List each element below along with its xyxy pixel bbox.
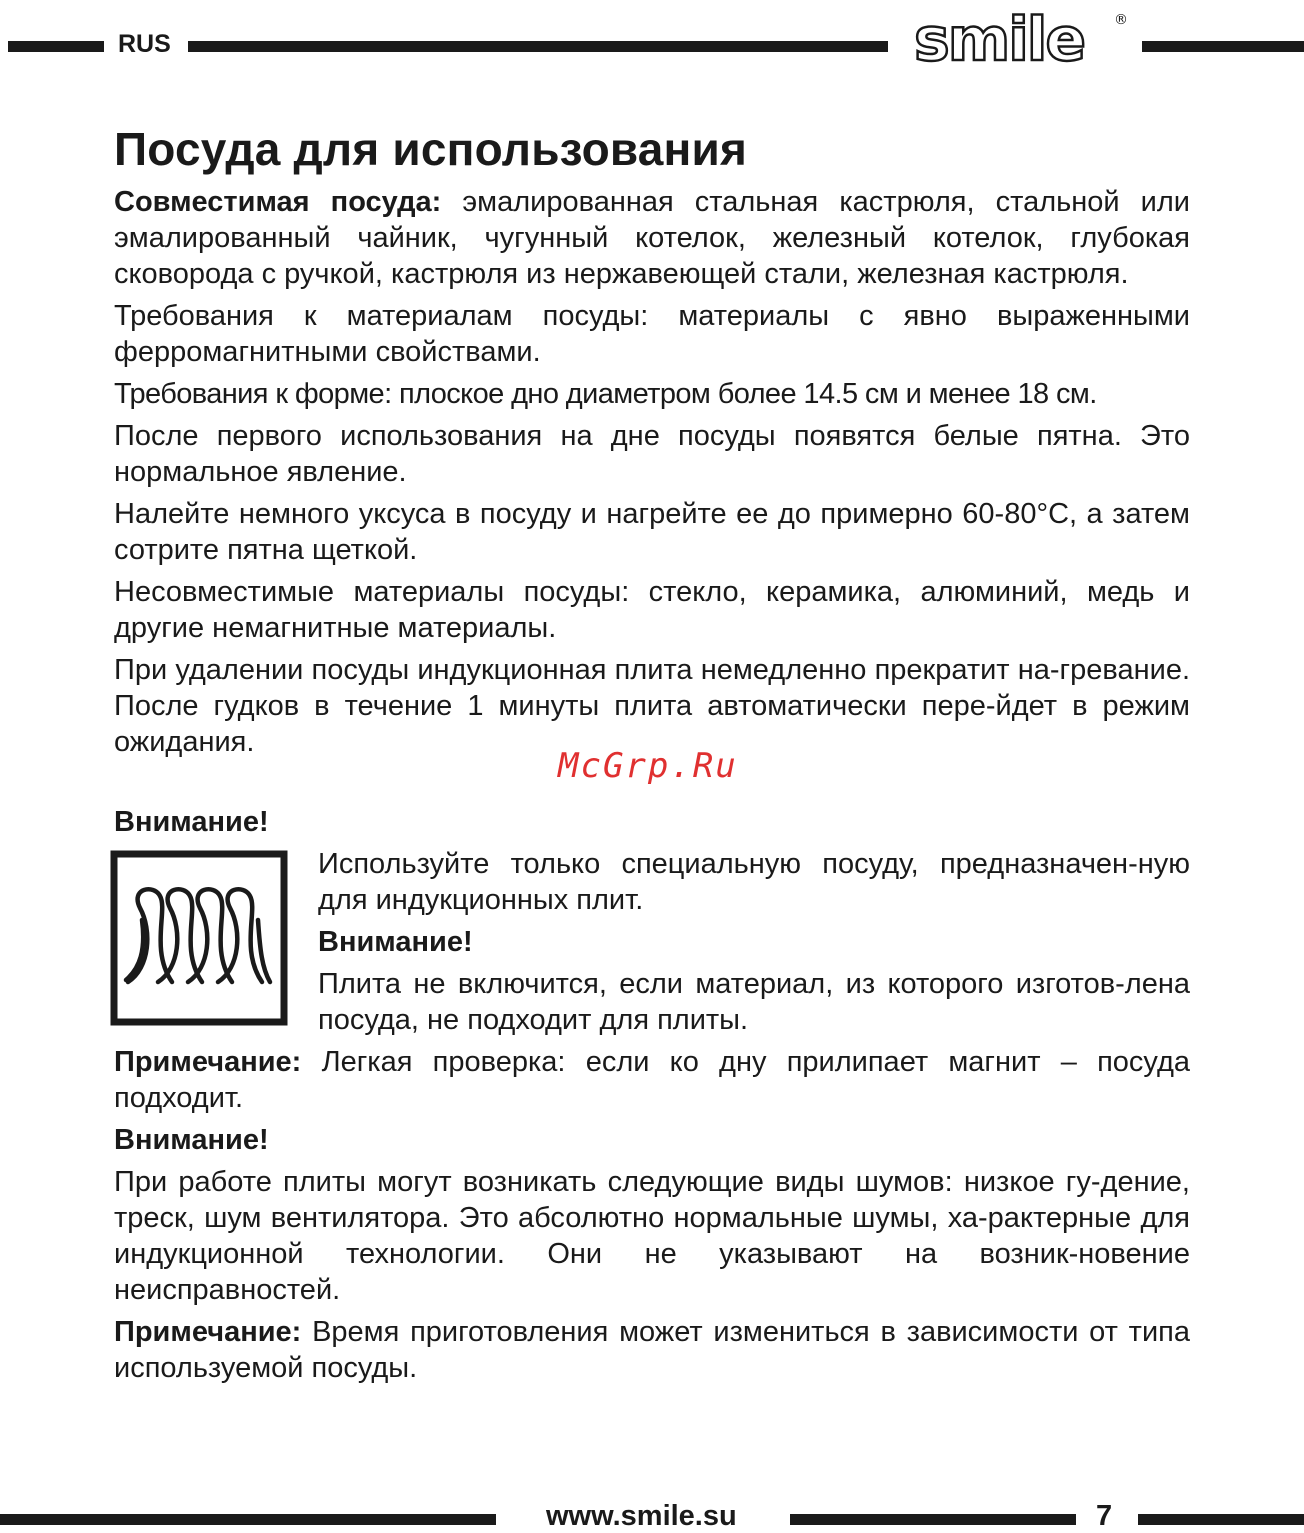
wont-turn-on-text: Плита не включится, если материал, из которого изготов-лена посуда, не подходит для плиты. — [318, 968, 1190, 1036]
paragraph-vinegar: Налейте немного уксуса в посуду и нагрейте ее до примерно 60-80°С, а затем сотрите пятна щеткой. — [114, 498, 1190, 566]
special-cookware-text: Используйте только специальную посуду, предназначен-ную для индукционных плит. — [318, 848, 1190, 916]
footer-rule-right — [1138, 1514, 1304, 1525]
paragraph-removal: При удалении посуды индукционная плита немедленно прекратит на-гревание. После гудков в течение 1 минуты плита автоматически пере-йдет в режим ожидания. — [114, 654, 1190, 758]
paragraph-incompatible: Несовместимые материалы посуды: стекло, керамика, алюминий, медь и другие немагнитные материалы. — [114, 576, 1190, 644]
lower-text — [114, 1044, 1190, 1392]
footer-url: www.smile.su — [546, 1500, 737, 1532]
warning-heading-2: Внимание! — [318, 926, 473, 958]
header-rule-left — [8, 41, 104, 52]
main-text — [114, 184, 1190, 766]
induction-coil-icon — [110, 850, 288, 1026]
note-magnet: Примечание: Легкая проверка: если ко дну прилипает магнит – посуда подходит. — [114, 1046, 1190, 1114]
paragraph-compatible: Совместимая посуда: эмалированная стальная кастрюля, стальной или эмалированный чайник, чугунный котелок, железный котелок, глубокая сковорода с ручкой, кастрюля из нержавеющей стали, железная кастрюля. — [114, 186, 1190, 290]
paragraph-white-spots: После первого использования на дне посуды появятся белые пятна. Это нормальное явление. — [114, 420, 1190, 488]
header-rule-middle — [188, 41, 888, 52]
footer-rule-left — [0, 1514, 496, 1525]
warning-side-text — [318, 846, 1190, 1044]
note-cooking-time: Примечание: Время приготовления может измениться в зависимости от типа используемой посуды. — [114, 1316, 1190, 1384]
language-label: RUS — [118, 30, 171, 58]
smile-logo — [908, 0, 1133, 72]
page-title: Посуда для использования — [114, 123, 748, 175]
footer-rule-middle — [790, 1514, 1076, 1525]
page-number: 7 — [1096, 1500, 1113, 1532]
paragraph-material-req: Требования к материалам посуды: материалы с явно выраженными ферромагнитными свойствами. — [114, 300, 1190, 368]
noise-text: При работе плиты могут возникать следующие виды шумов: низкое гу-дение, треск, шум вентилятора. Это абсолютно нормальные шумы, ха-рактерные для индукционной технологии. Они не указывают на возник-новение неисправностей. — [114, 1166, 1190, 1306]
header-rule-right — [1142, 41, 1304, 52]
logo-text: smile — [914, 5, 1085, 72]
registered-mark: ® — [1114, 12, 1128, 28]
warning-heading-3: Внимание! — [114, 1124, 269, 1156]
paragraph-shape-req: Требования к форме: плоское дно диаметром более 14.5 см и менее 18 см. — [114, 378, 1097, 410]
warning-heading: Внимание! — [114, 806, 269, 838]
watermark: McGrp.Ru — [558, 746, 738, 786]
